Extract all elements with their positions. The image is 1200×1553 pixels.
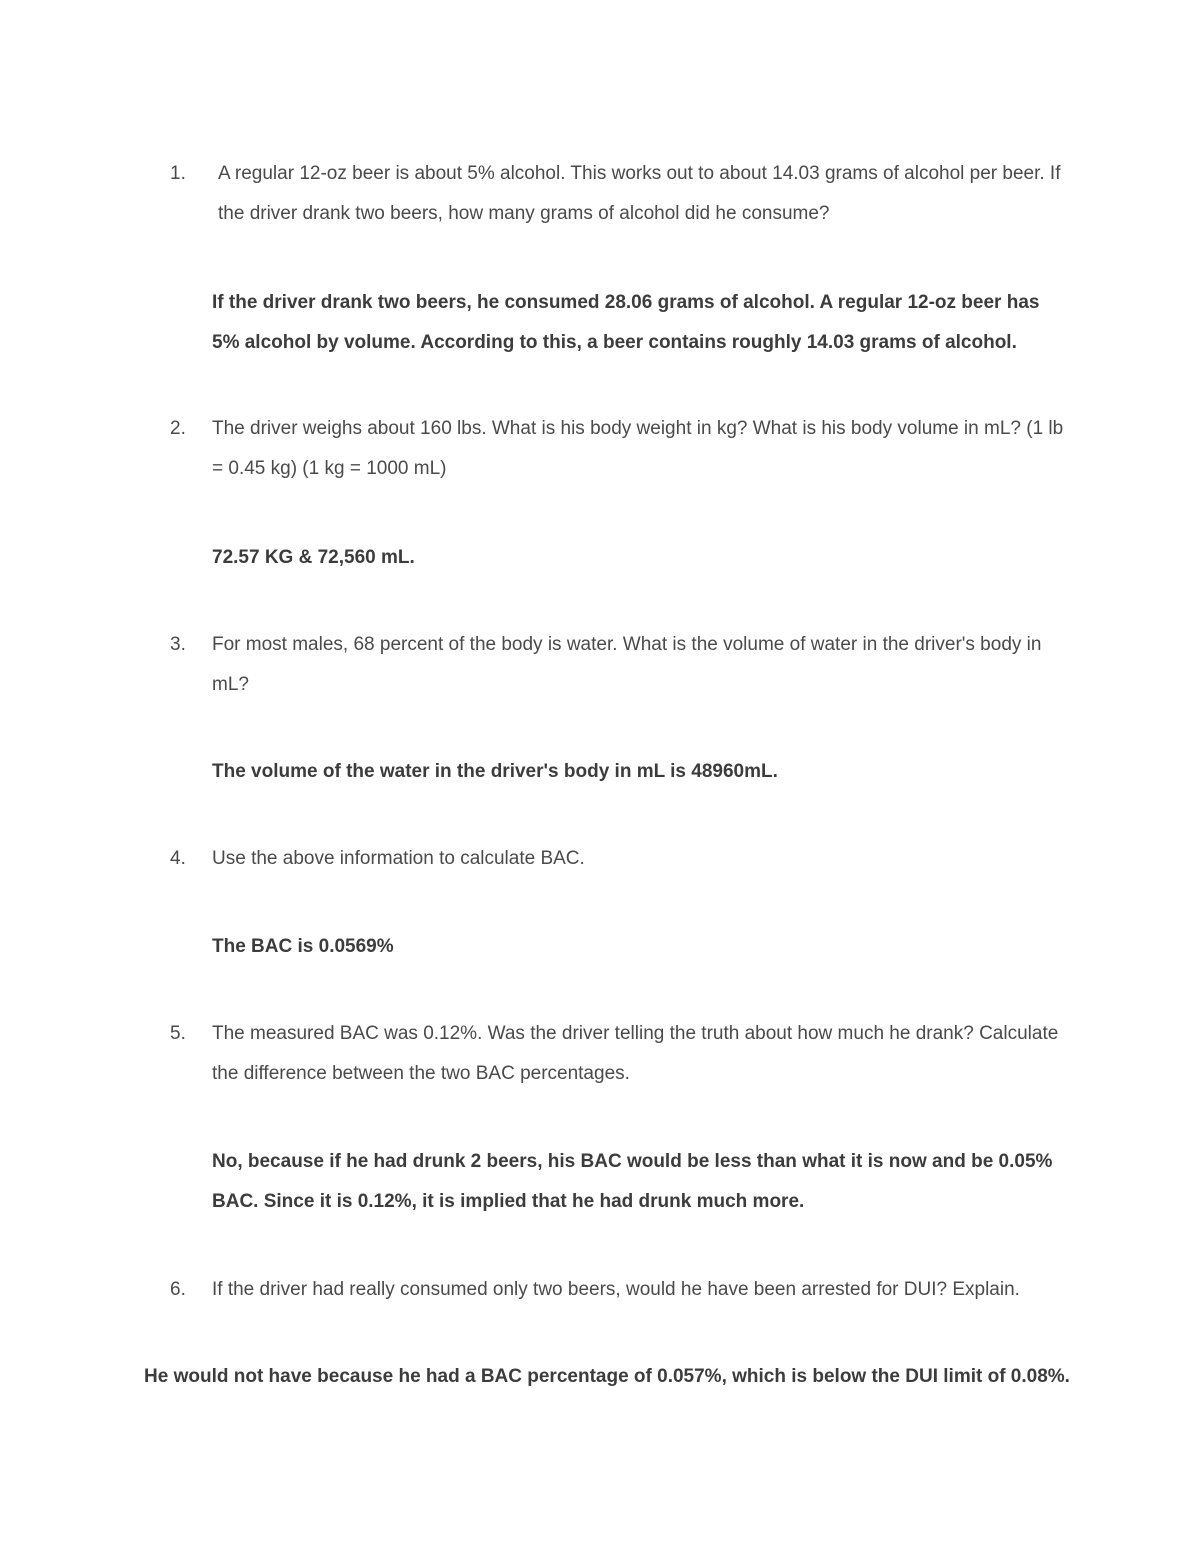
answer-2: 72.57 KG & 72,560 mL.: [212, 547, 415, 568]
question-text: The measured BAC was 0.12%. Was the driver telling the truth about how much he drank? Calculate the difference between the two BAC percentages.: [212, 1023, 1059, 1084]
question-number: 5.: [170, 1023, 186, 1044]
question-6: [170, 1270, 1070, 1310]
question-2: [170, 409, 1070, 489]
question-number: 1.: [170, 163, 186, 184]
question-text: If the driver had really consumed only two beers, would he have been arrested for DUI? Explain.: [212, 1279, 1020, 1300]
answer-4: The BAC is 0.0569%: [212, 936, 394, 957]
answer-6: He would not have because he had a BAC percentage of 0.057%, which is below the DUI limit of 0.08%.: [144, 1366, 1070, 1387]
question-number: 6.: [170, 1279, 186, 1300]
answer-5: No, because if he had drunk 2 beers, his BAC would be less than what it is now and be 0.05% BAC. Since it is 0.12%, it is implied that he had drunk much more.: [212, 1151, 1053, 1212]
question-number: 3.: [170, 634, 186, 655]
question-5: [170, 1014, 1070, 1094]
question-4: [170, 839, 1070, 879]
question-text: Use the above information to calculate BAC.: [212, 848, 585, 869]
question-text: For most males, 68 percent of the body is water. What is the volume of water in the driver's body in mL?: [212, 634, 1042, 695]
question-number: 4.: [170, 848, 186, 869]
question-text: A regular 12-oz beer is about 5% alcohol. This works out to about 14.03 grams of alcohol per beer. If the driver drank two beers, how many grams of alcohol did he consume?: [218, 163, 1061, 224]
question-1: [170, 154, 1070, 234]
question-3: [170, 625, 1070, 705]
answer-3: The volume of the water in the driver's body in mL is 48960mL.: [212, 761, 778, 782]
question-number: 2.: [170, 418, 186, 439]
question-text: The driver weighs about 160 lbs. What is his body weight in kg? What is his body volume in mL? (1 lb = 0.45 kg) (1 kg = 1000 mL): [212, 418, 1064, 479]
answer-1: If the driver drank two beers, he consumed 28.06 grams of alcohol. A regular 12-oz beer has 5% alcohol by volume. According to this, a beer contains roughly 14.03 grams of alcohol.: [212, 292, 1040, 353]
